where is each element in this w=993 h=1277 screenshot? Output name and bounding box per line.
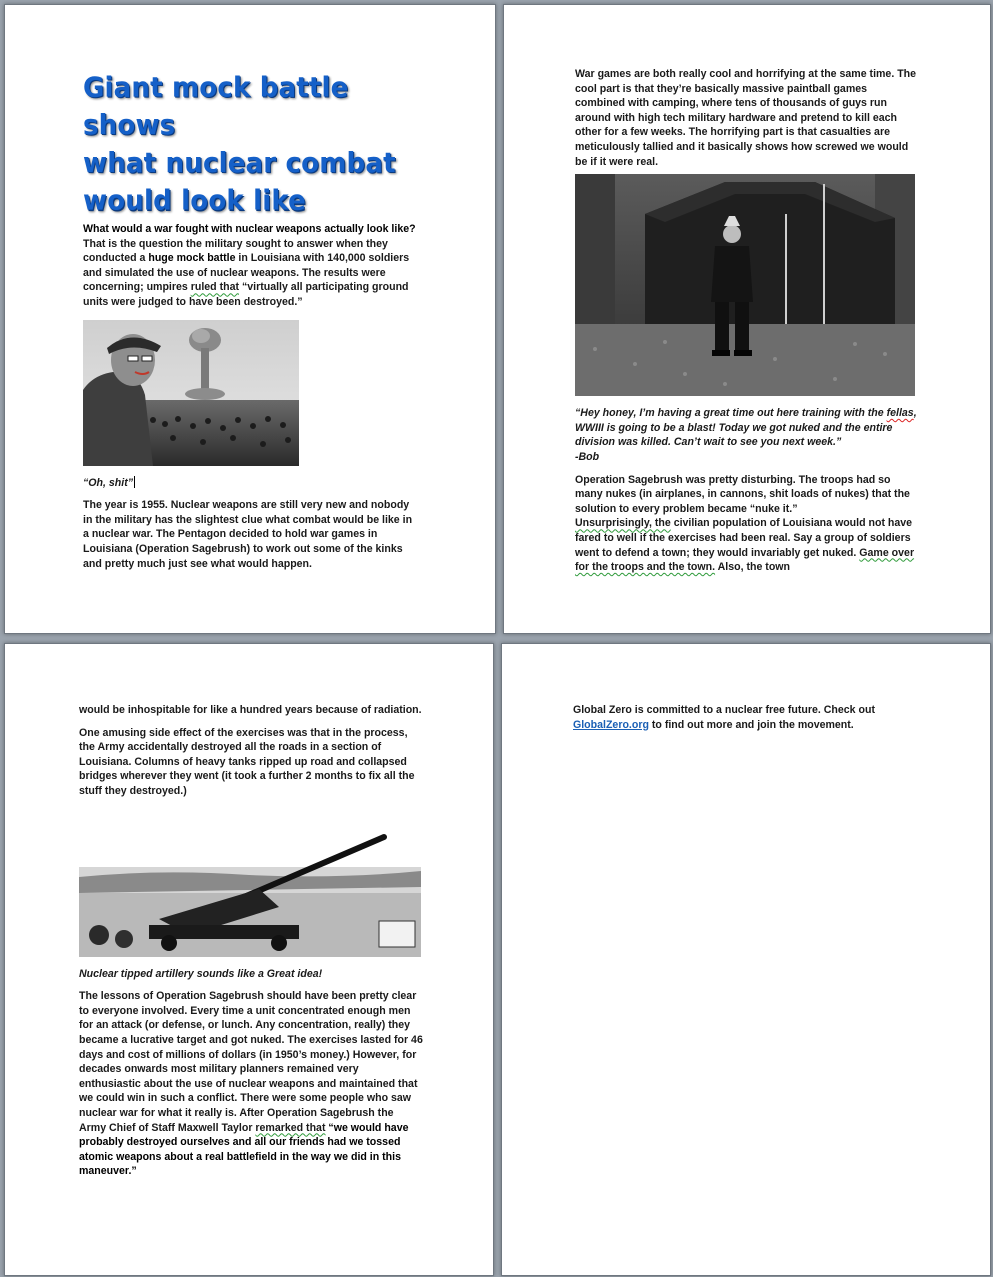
intro-text: in Louisiana with 140,000 soldiers and simulated the use of nuclear weapons. The results were concerning; umpires — [83, 252, 410, 294]
document-page-4 — [501, 643, 991, 1276]
intro-emphasis: huge mock battle — [148, 252, 236, 265]
page-3-content — [79, 703, 423, 1187]
photo-caption: Nuclear tipped artillery sounds like a Great idea! — [79, 967, 323, 980]
title-line: what nuclear combat — [83, 147, 396, 180]
grammar-flag: Unsurprisingly, the — [575, 517, 671, 530]
grammar-flag: ruled that — [190, 281, 239, 294]
general-with-mushroom-cloud-photo — [83, 320, 299, 466]
body-paragraph: One amusing side effect of the exercises was that in the process, the Army accidentally destroyed all the roads in a section of Louisiana. Columns of heavy tanks ripped up road and collapsed bridges wherever they went (it took a further 2 months to fix all the stuff they destroyed.) — [79, 726, 415, 797]
document-page-1 — [4, 4, 496, 634]
body-text: civilian population of Louisiana would not have fared to well if the exercises had been real. Say a group of soldiers went to defend a town; they would invariably get nuked. — [575, 517, 913, 559]
soldier-in-front-of-tent-photo — [575, 174, 915, 396]
body-paragraph — [573, 703, 913, 732]
grammar-flag: Game over for the troops and the town. — [575, 546, 915, 574]
title-line: would look like — [83, 185, 306, 218]
body-paragraph: War games are both really cool and horrifying at the same time. The cool part is that they’re basically massive paintball games combined with camping, where tens of thousands of guys run around with high tech military hardware and pretend to kill each other for a few weeks. The horrifying part is that casualties are meticulously tallied and it basically shows how screwed we would be if it were real. — [575, 68, 917, 168]
body-text: Also, the town — [715, 561, 790, 574]
intro-paragraph — [83, 222, 418, 310]
intro-text: “virtually all participating ground units were judged to have been destroyed.” — [83, 281, 409, 308]
body-paragraph — [575, 473, 917, 575]
body-text: to find out more and join the movement. — [648, 718, 854, 731]
page-2-content — [575, 67, 917, 575]
caption-text: “Hey honey, I’m having a great time out here training with the — [575, 407, 887, 420]
article-title — [83, 69, 418, 220]
body-text: Operation Sagebrush was pretty disturbing. The troops had so many nukes (in airplanes, in cannons, shit loads of nukes) that the solution to every problem became “nuke it.” — [575, 473, 910, 515]
page-4-content — [573, 703, 913, 740]
photo-caption — [575, 406, 917, 464]
body-paragraph: would be inhospitable for like a hundred years because of radiation. — [79, 704, 422, 716]
caption-signature: -Bob — [575, 450, 600, 463]
document-page-3 — [4, 643, 494, 1276]
body-text: The lessons of Operation Sagebrush should have been pretty clear to everyone involved. Every time a unit concentrated enough men for an attack (or defense, or lunch. Any concentration, really) they became a lucrative target and got nuked. The exercises lasted for 46 days and cost of millions of dollars (in 1950’s money.) However, for decades onwards most military planners remained very enthusiastic about the use of nuclear weapons and maintained that we could win in such a conflict. There were some people who saw nuclear war for what it really is. After Operation Sagebrush the Army Chief of Staff Maxwell Taylor — [79, 990, 423, 1134]
body-paragraph: The year is 1955. Nuclear weapons are still very new and nobody in the military has the slightest clue what combat would be like in a nuclear war. The Pentagon decided to hold war games in Louisiana (Operation Sagebrush) to work out some of the kinks and pretty much just see what would happen. — [83, 499, 413, 570]
body-text: Global Zero is committed to a nuclear free future. Check out — [573, 704, 875, 716]
text-cursor — [134, 476, 135, 488]
body-paragraph — [79, 989, 423, 1179]
atomic-cannon-photo — [79, 807, 421, 957]
photo-caption — [83, 476, 418, 491]
caption-text: , WWIII is going to be a blast! Today we got nuked and the entire division was killed. Can’t wait to see you next week.” — [575, 407, 917, 449]
intro-question: What would a war fought with nuclear weapons actually look like? — [83, 223, 416, 235]
page-1-content — [83, 69, 418, 579]
quote-text: “we would have probably destroyed ourselves and all our friends had we tossed atomic weapons about a real battlefield in the way we did in this maneuver.” — [79, 1121, 409, 1178]
spelling-flag: fellas — [886, 407, 914, 420]
intro-text: That is the question the military sought to answer when they conducted a — [83, 237, 388, 265]
document-page-2 — [503, 4, 991, 634]
title-line: Giant mock battle shows — [83, 72, 349, 142]
caption-text: “Oh, shit” — [83, 476, 134, 489]
globalzero-link[interactable]: GlobalZero.org — [573, 718, 649, 731]
grammar-flag: remarked that — [255, 1121, 326, 1134]
